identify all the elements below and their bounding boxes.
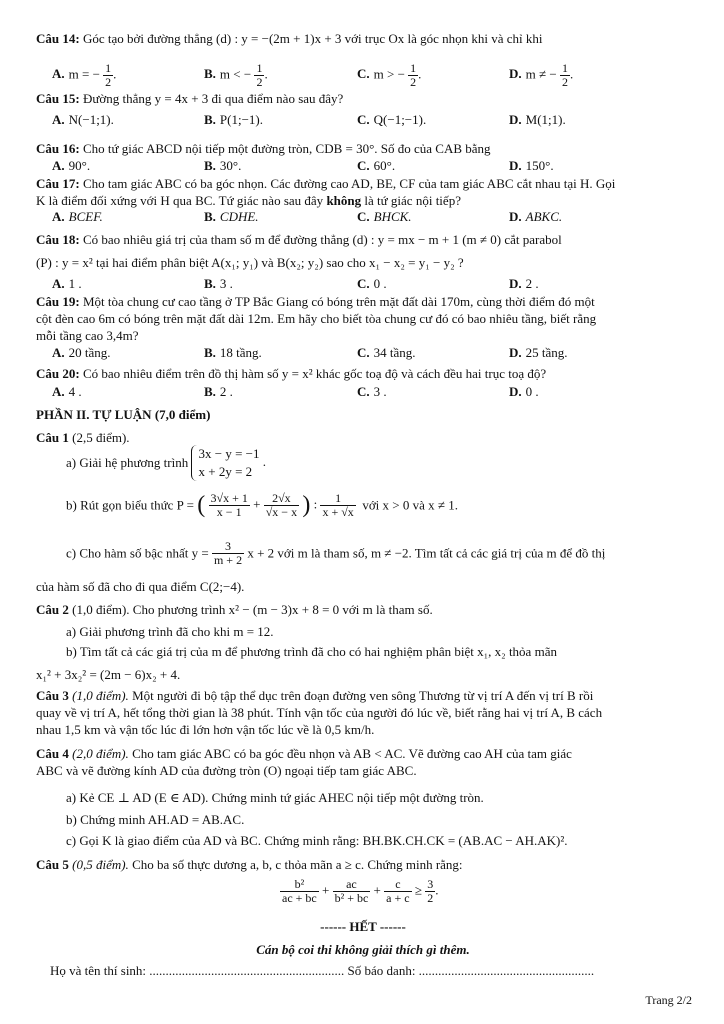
option-c: C. BHCK. [357, 209, 412, 224]
q17-options [52, 209, 692, 229]
option-b: B. 30°. [204, 158, 242, 173]
option-b: B. 18 tầng. [204, 345, 262, 360]
option-b: B. 3 . [204, 276, 233, 291]
q20-options [52, 384, 692, 404]
option-c: C. 60°. [357, 158, 396, 173]
proctor-note: Cán bộ coi thi không giải thích gì thêm. [256, 942, 470, 957]
question-text: Góc tạo bởi đường thẳng (d) : y = −(2m + 1)x + 3 với trục Ox là góc nhọn khi và chỉ khi [82, 31, 543, 46]
q2-part-b-line2: x₁² + 3x₂² = (2m − 6)x₂ + 4. [36, 667, 181, 682]
option-c: C. 34 tầng. [357, 345, 416, 360]
question-18 [36, 231, 690, 248]
option-a: A. 20 tầng. [52, 345, 111, 360]
option-a: A. m = − $\frac{1}{2}$ . [52, 61, 117, 89]
option-a: A. BCEF. [52, 209, 103, 224]
q14-options [52, 61, 692, 89]
option-d: D. m ≠ − $\frac{1}{2}$ . [509, 61, 574, 89]
question-label: Câu 17: [36, 176, 80, 191]
question-text: Đường thẳng y = 4x + 3 đi qua điểm nào sau đây? [82, 91, 344, 106]
question-14 [36, 30, 690, 47]
q1-part-c-line2: của hàm số đã cho đi qua điểm C(2;−4). [36, 579, 245, 594]
question-label: Câu 19: [36, 294, 80, 309]
section-heading: PHẦN II. TỰ LUẬN (7,0 điểm) [36, 407, 211, 422]
question-label: Câu 20: [36, 366, 80, 381]
option-d: D. 0 . [509, 384, 539, 399]
q15-options [52, 112, 692, 132]
end-marker: ------ HẾT ------ [320, 919, 406, 934]
essay-question-4: Câu 4 (2,0 điểm). Cho tam giác ABC có ba góc đều nhọn và AB < AC. Vẽ đường cao AH của tam giác ABC và vẽ đường kính AD của đường tròn (O) ngoại tiếp tam giác ABC. [36, 746, 572, 778]
option-c: C. 0 . [357, 276, 387, 291]
question-label: Câu 14: [36, 31, 80, 46]
option-b: B. CDHE. [204, 209, 259, 224]
question-16 [36, 140, 690, 157]
q1-part-a: a) Giải hệ phương trình 3x − y = −1 x + 2y = 2 . [66, 446, 266, 479]
candidate-info: Họ và tên thí sinh: ............................................................ Số báo danh: ...................................................... [50, 963, 595, 978]
option-d: D. 25 tầng. [509, 345, 568, 360]
question-19: Câu 19: Một tòa chung cư cao tầng ở TP Bắc Giang có bóng trên mặt đất dài 170m, cùng thời điểm đó một cột đèn cao 6m có bóng trên mặt đất dài 12m. Em hãy cho biết tòa chung cư đó có bao nhiêu tầng, biết rằng mỗi tầng cao 3,4m? [36, 294, 597, 343]
option-a: A. 1 . [52, 276, 82, 291]
option-c: C. 3 . [357, 384, 387, 399]
page-number: Trang 2/2 [645, 993, 692, 1007]
q19-options [52, 345, 692, 365]
question-text: Có bao nhiêu điểm trên đồ thị hàm số y = x² khác gốc toạ độ và cách đều hai trục toạ độ? [82, 366, 547, 381]
question-label: Câu 16: [36, 141, 80, 156]
q2-part-a: a) Giải phương trình đã cho khi m = 12. [66, 624, 274, 639]
q4-part-c: c) Gọi K là giao điểm của AD và BC. Chứng minh rằng: BH.BK.CH.CK = (AB.AC − AH.AK)². [66, 833, 568, 848]
equation-system: 3x − y = −1 x + 2y = 2 [191, 445, 259, 481]
option-a: A. 4 . [52, 384, 82, 399]
question-text: Cho tứ giác ABCD nội tiếp một đường tròn, CDB = 30°. Số đo của CAB bằng [82, 141, 491, 156]
option-d: D. M(1;1). [509, 112, 566, 127]
option-d: D. 150°. [509, 158, 554, 173]
option-d: D. ABKC. [509, 209, 563, 224]
essay-question-2: Câu 2 (1,0 điểm). Cho phương trình x² − (m − 3)x + 8 = 0 với m là tham số. [36, 602, 433, 617]
q1-part-b: b) Rút gọn biểu thức P = ( $\frac{3√x + 1}{x - 1}$ + $\frac{2√x}{√x - x}$ ) : $\frac{1}{x + √x}$ với x > 0 và x ≠ 1. [66, 491, 459, 519]
inequality: $\frac{\text{b²}}{ac + bc}$ + $\frac{ac}{\text{b² + bc}}$ + $\frac{c}{a + c}$ ≥ $\frac{3}{2}$ . [282, 877, 439, 905]
essay-question-1: Câu 1 (2,5 điểm). [36, 430, 130, 445]
question-text: Cho tam giác ABC có ba góc nhọn. Các đường cao AD, BE, CF của tam giác ABC cắt nhau tại H. Gọi [82, 176, 616, 191]
q2-part-b: b) Tìm tất cả các giá trị của m để phương trình đã cho có hai nghiệm phân biệt x₁, x₂ thỏa mãn [66, 644, 557, 659]
option-a: A. N(−1;1). [52, 112, 114, 127]
question-20 [36, 365, 690, 382]
q4-part-a: a) Kẻ CE ⊥ AD (E ∈ AD). Chứng minh tứ giác AHEC nội tiếp một đường tròn. [66, 790, 484, 805]
option-b: B. P(1;−1). [204, 112, 264, 127]
option-d: D. 2 . [509, 276, 539, 291]
question-label: Câu 15: [36, 91, 80, 106]
essay-question-3: Câu 3 (1,0 điểm). Một người đi bộ tập thể dục trên đoạn đường ven sông Thương từ vị trí A đến vị trí B rồi quay về vị trí A, hết tổng thời gian là 38 phút. Tính vận tốc của người đó lúc về, biết rằng hai vị trí A, B cách nhau 1,5 km và vận tốc lúc đi lớn hơn vận tốc lúc về là 0,5 km/h. [36, 688, 603, 737]
essay-question-5: Câu 5 (0,5 điểm). Cho ba số thực dương a, b, c thỏa mãn a ≥ c. Chứng minh rằng: [36, 857, 463, 872]
question-label: Câu 18: [36, 232, 80, 247]
question-text: Một tòa chung cư cao tầng ở TP Bắc Giang có bóng trên mặt đất dài 170m, cùng thời điểm đó một [82, 294, 595, 309]
option-a: A. 90°. [52, 158, 91, 173]
q1-part-c: c) Cho hàm số bậc nhất y = $\frac{3}{m + 2}$ x + 2 với m là tham số, m ≠ −2. Tìm tất cả các giá trị của m để đồ thị [66, 539, 606, 567]
q4-part-b: b) Chứng minh AH.AD = AB.AC. [66, 812, 245, 827]
option-c: C. m > − $\frac{1}{2}$ . [357, 61, 422, 89]
option-c: C. Q(−1;−1). [357, 112, 427, 127]
question-17: Câu 17: Cho tam giác ABC có ba góc nhọn. Các đường cao AD, BE, CF của tam giác ABC cắt nhau tại H. Gọi K là điểm đối xứng với H qua BC. Tứ giác nào sau đây không là tứ giác nội tiếp? [36, 176, 616, 208]
question-18-line2: (P) : y = x² tại hai điểm phân biệt A(x₁; y₁) và B(x₂; y₂) sao cho x₁ − x₂ = y₁ − y₂ ? [36, 255, 464, 270]
option-b: B. 2 . [204, 384, 233, 399]
option-b: B. m < − $\frac{1}{2}$ . [204, 61, 268, 89]
question-15 [36, 90, 690, 107]
question-text: Có bao nhiêu giá trị của tham số m để đường thẳng (d) : y = mx − m + 1 (m ≠ 0) cắt parabol [82, 232, 562, 247]
